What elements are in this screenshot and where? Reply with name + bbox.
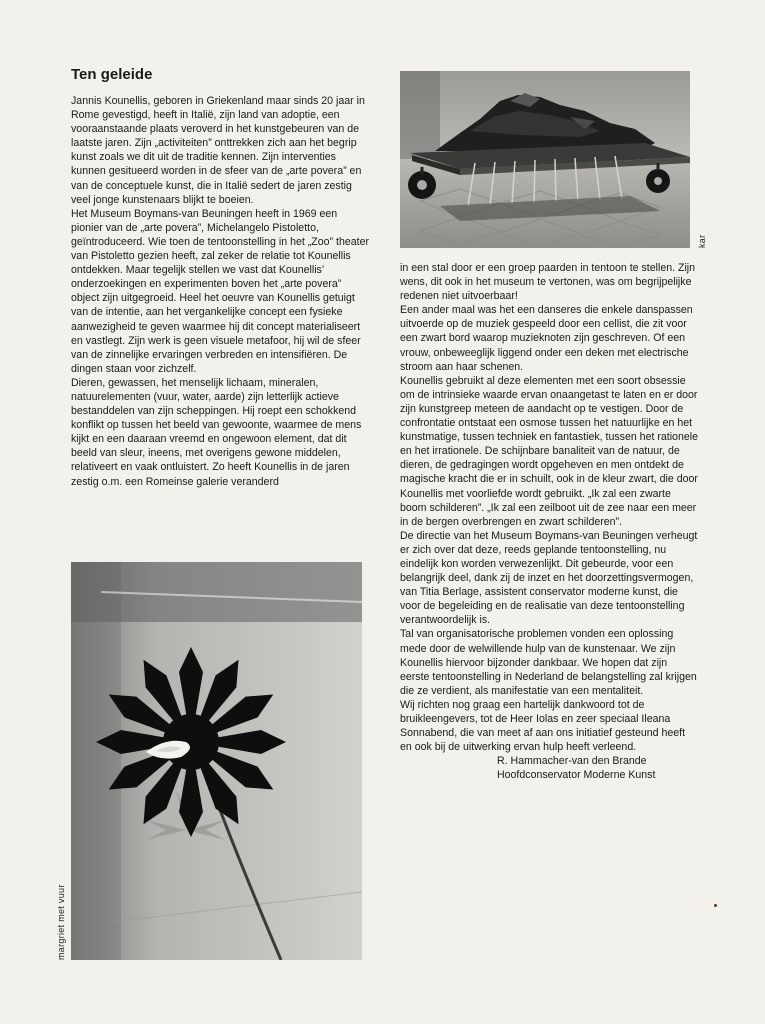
page-title: Ten geleide [71, 66, 153, 83]
signature-role: Hoofdconservator Moderne Kunst [497, 769, 656, 782]
signature-name: R. Hammacher-van den Brande [497, 755, 647, 768]
left-text-column [71, 94, 371, 489]
paragraph: Wij richten nog graag een hartelijk dankwoord tot de bruikleengevers, tot de Heer Iolas en zeer speciaal Ileana Sonnabend, die van meet af aan ons initiatief gesteund heeft en ook bij de uitwerking ervan hulp heeft verleend. [400, 698, 686, 754]
paragraph: Het Museum Boymans-van Beuningen heeft in 1969 een pionier van de „arte povera”, Michelangelo Pistoletto, geïntroduceerd. Wie toen de tentoonstelling in het „Zoo” theater van Pistoletto gezien heeft, zal zeker de relatie tot Kounellis ontdekken. Maar tegelijk stellen we vast dat Kounellis’ onderzoekingen en experimenten boven het „arte povera” object zijn uitgegroeid. Heel het oeuvre van Kounellis getuigt van de intentie, aan het vergankelijke concept een fysieke aanwezigheid te geven waarmee hij dit concept materialiseert en vastlegt. Zijn werk is geen visuele metafoor, hij wil de sfeer van de zinnelijke ervaringen verbreden en intensifiëren. De dingen staan voor zichzelf. [71, 207, 369, 375]
paragraph: Een ander maal was het een danseres die enkele danspassen uitvoerde op de muziek gespeeld door een cellist, die zit voor een zwart bord waarop muzieknoten zijn geschreven. Of een vrouw, onbeweeglijk liggend onder een deken met electrische stroom aan haar schenen. [400, 304, 693, 373]
paragraph: Dieren, gewassen, het menselijk lichaam, mineralen, natuurelementen (vuur, water, aarde) zijn letterlijk actieve bestanddelen van zijn scheppingen. Hij roept een schokkend konflikt op tussen het beeld van gewoonte, waarmee de mens kijkt en een daaraan vreemd en ongewoon element, dat dit beeld van sleur, ineens, met overigens gewone middelen, relativeert en vaak ontluistert. Zo heeft Kounellis in de jaren zestig o.m. een Romeinse galerie veranderd [71, 376, 362, 488]
paragraph: Tal van organisatorische problemen vonden een oplossing mede door de welwillende hulp van de kunstenaar. We zijn Kounellis hiervoor bijzonder dankbaar. We hopen dat zijn eerste tentoonstelling in Nederland de belangstelling zal krijgen die ze verdient, als manifestatie van een mentaliteit. [400, 628, 697, 697]
paragraph: De directie van het Museum Boymans-van Beuningen verheugt er zich over dat deze, reeds geplande tentoonstelling, nu eindelijk kon worden verwezenlijkt. Dit gebeurde, voor een belangrijk deel, dank zij de inzet en het doorzettingsvermogen, van Titia Berlage, assistent conservator moderne kunst, die voor de begeleiding en de realisatie van deze tentoonstelling verantwoordelijk is. [400, 529, 698, 627]
cart-photo-caption: kar [697, 234, 707, 248]
paper-speck [714, 904, 717, 907]
flower-photo [71, 562, 362, 960]
flower-photo-caption: margriet met vuur [56, 884, 66, 960]
flower-photo-illustration [71, 562, 362, 960]
cart-photo-illustration [400, 71, 690, 248]
paragraph: Jannis Kounellis, geboren in Griekenland maar sinds 20 jaar in Rome gevestigd, heeft in Italië, zijn land van adoptie, een vooraanstaande plaats veroverd in het kunstgebeuren van de laatste jaren. Zijn „activiteiten” onttrekken zich aan het begrip kunst zoals we dit uit de traditie kennen. Zijn interventies kunnen gesitueerd worden in de sfeer van de „arte povera” en van de conceptuele kunst, die in Italië sedert de jaren zestig veel jonge kunstenaars blijkt te boeien. [71, 95, 365, 206]
right-text-column [400, 261, 698, 782]
cart-photo [400, 71, 690, 248]
paragraph: in een stal door er een groep paarden in tentoon te stellen. Zijn wens, dit ook in het museum te vertonen, was om begrijpelijke redenen niet uitvoerbaar! [400, 262, 696, 303]
paragraph: Kounellis gebruikt al deze elementen met een soort obsessie om de intrinsieke waarde ervan onaangetast te laten en er door zijn kunstgreep meteen de aandacht op te vestigen. Door de confrontatie ontstaat een osmose tussen het natuurlijke en het kunstmatige, tussen techniek en fantastiek, tussen het rationele en het irrationele. De schijnbare banaliteit van de natuur, de dieren, de gedragingen wordt opgeheven en men ontdekt de magische kracht die er in schuilt, ook in de kleur zwart, die door Kounellis met voorliefde wordt gebruikt. „Ik zal een zwarte boom schilderen”. „Ik zal een zeilboot uit de zee naar een meer in de bergen overbrengen en zwart schilderen”. [400, 374, 698, 528]
